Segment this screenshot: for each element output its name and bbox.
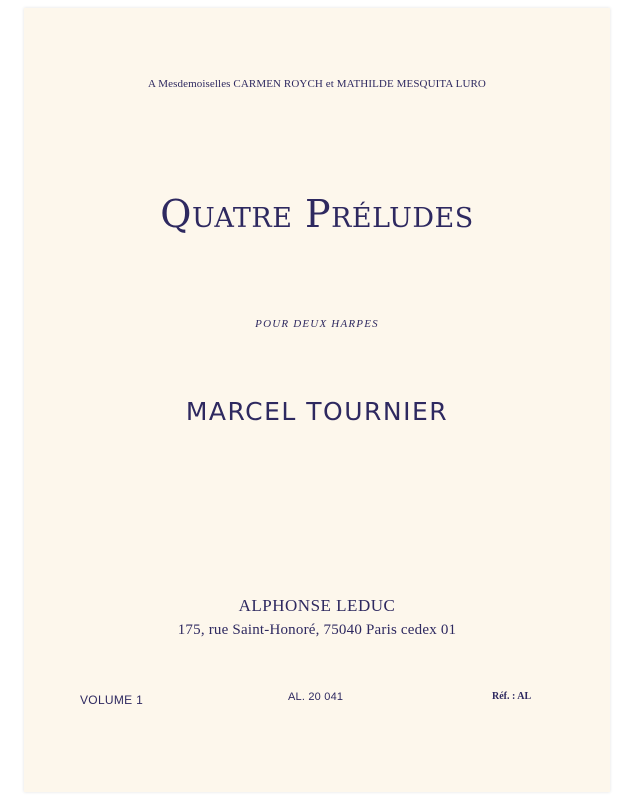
composer-name: MARCEL TOURNIER	[185, 397, 449, 426]
dedication: A Mesdemoiselles CARMEN ROYCH et MATHILDE MESQUITA LURO	[148, 78, 486, 90]
volume-label: VOLUME 1	[80, 693, 144, 707]
page-title: Quatre Préludes	[160, 192, 474, 236]
publisher-address: 175, rue Saint-Honoré, 75040 Paris cedex 01	[177, 622, 457, 638]
publisher-name: ALPHONSE LEDUC	[238, 596, 396, 615]
catalog-number: AL. 20 041	[288, 691, 344, 703]
reference-label: Réf. : AL	[492, 691, 532, 702]
score-cover-page	[24, 8, 610, 792]
instrumentation-subtitle: POUR DEUX HARPES	[255, 318, 379, 330]
